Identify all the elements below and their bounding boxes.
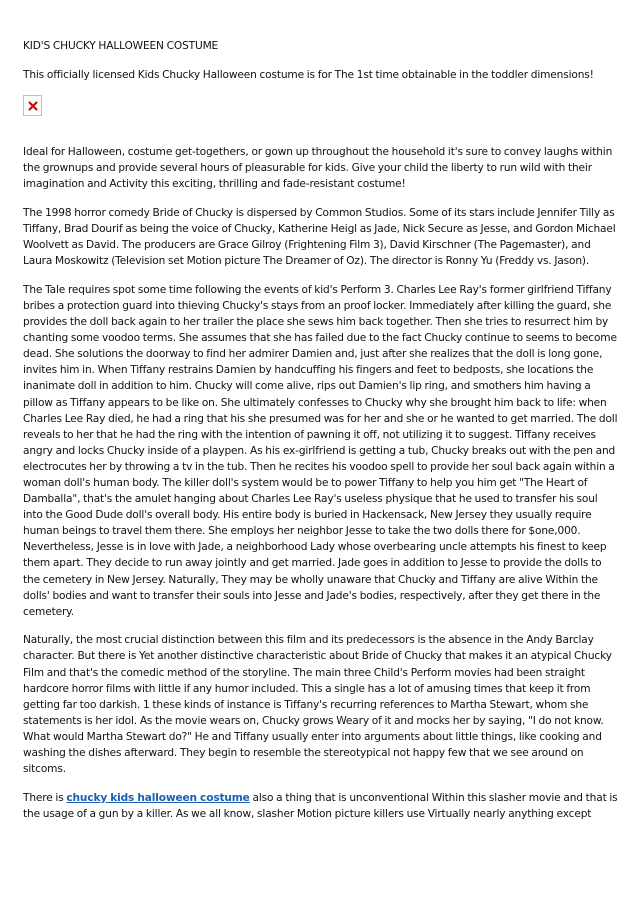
paragraph-1: Ideal for Halloween, costume get-togethers, or gown up throughout the household it's sure to convey laughs within the grownups and provide several hours of pleasurable for kids. Give your child the liberty to run wild with their imagination and Activity this exciting, thrilling and fade-resistant costume! bbox=[23, 146, 613, 191]
broken-image-icon bbox=[28, 101, 38, 111]
paragraph-5-after: also a thing that is unconventional Within this slasher movie and that is the usage of a gun by a killer. As we all know, slasher Motion picture killers use Virtually nearly anything except bbox=[23, 791, 618, 820]
intro-paragraph: This officially licensed Kids Chucky Halloween costume is for The 1st time obtainable in the toddler dimensions! bbox=[23, 68, 594, 81]
document-page bbox=[23, 38, 619, 834]
broken-image[interactable] bbox=[23, 95, 42, 116]
paragraph-5-before: There is bbox=[23, 791, 67, 804]
paragraph-3: The Tale requires spot some time following the events of kid's Perform 3. Charles Lee Ray's former girlfriend Tiffany bribes a protection guard into thieving Chucky's stays from an proof locker. Immediately after killing the guard, she provides the doll back again to her trailer the place she sews him back together. Then she tries to resurrect him by chanting some voodoo terms. She assumes that she has failed due to the fact Chucky continue to seems to become dead. She solutions the doorway to find her admirer Damien and, just after she realizes that the doll is long gone, invites him in. When Tiffany restrains Damien by handcuffing his fingers and feet to bedposts, she locations the inanimate doll in addition to him. Chucky will come alive, rips out Damien's lip ring, and smothers him having a pillow as Tiffany appears to be like on. She ultimately confesses to Chucky why she brought him back to life: when Charles Lee Ray died, he had a ring that his she presumed was for her and she or he wanted to get married. The doll reveals to her that he had the ring with the intention of pawning it off, not utilizing it to suggest. Tiffany receives angry and locks Chucky inside of a playpen. As his ex-girlfriend is getting a tub, Chucky breaks out with the pen and electrocutes her by throwing a tv in the tub. Then he recites his voodoo spell to provide her soul back again within a woman doll's human body. The killer doll's system would be to power Tiffany to help you him get "The Heart of Damballa", that's the amulet hanging about Charles Lee Ray's useless physique that he used to transfer his soul into the Good Dude doll's overall body. His entire body is buried in Hackensack, New Jersey they usually require human beings to travel them there. She employs her neighbor Jesse to take the two dolls there for $one,000. Nevertheless, Jesse is in love with Jade, a neighborhood Lady whose overbearing uncle attempts his finest to keep them apart. They decide to run away jointly and get married. Jade goes in addition to Jesse to provide the dolls to the cemetery in New Jersey. Naturally, They may be wholly unaware that Chucky and Tiffany are alive Within the dolls' bodies and want to transfer their souls into Jesse and Jade's bodies, respectively, after they get there in the cemetery. bbox=[23, 283, 618, 618]
paragraph-4: Naturally, the most crucial distinction between this film and its predecessors is the absence in the Andy Barclay character. But there is Yet another distinctive characteristic about Bride of Chucky that makes it an atypical Chucky Film and that's the comedic method of the storyline. The main three Child's Perform movies had been straight hardcore horror films with little if any humor included. This a single has a lot of amusing times that keep it from getting far too darkish. 1 these kinds of instance is Tiffany's recurring references to Martha Stewart, whom she statements is her idol. As the movie wears on, Chucky grows Weary of it and mocks her by saying, "I do not know. What would Martha Stewart do?" He and Tiffany usually enter into arguments about little things, like cooking and washing the dishes afterward. They begin to resemble the stereotypical not happy few that we see around on sitcoms. bbox=[23, 634, 612, 776]
paragraph-2: The 1998 horror comedy Bride of Chucky is dispersed by Common Studios. Some of its stars include Jennifer Tilly as Tiffany, Brad Dourif as being the voice of Chucky, Katherine Heigl as Jade, Nick Secure as Jesse, and Gordon Michael Woolvett as David. The producers are Grace Gilroy (Frightening Film 3), David Kirschner (The Pagemaster), and Laura Moskowitz (Television set Motion picture The Dreamer of Oz). The director is Ronny Yu (Freddy vs. Jason). bbox=[23, 206, 616, 268]
costume-link[interactable]: chucky kids halloween costume bbox=[66, 791, 250, 804]
document-title: KID'S CHUCKY HALLOWEEN COSTUME bbox=[23, 40, 219, 52]
paragraph-5 bbox=[23, 790, 619, 822]
